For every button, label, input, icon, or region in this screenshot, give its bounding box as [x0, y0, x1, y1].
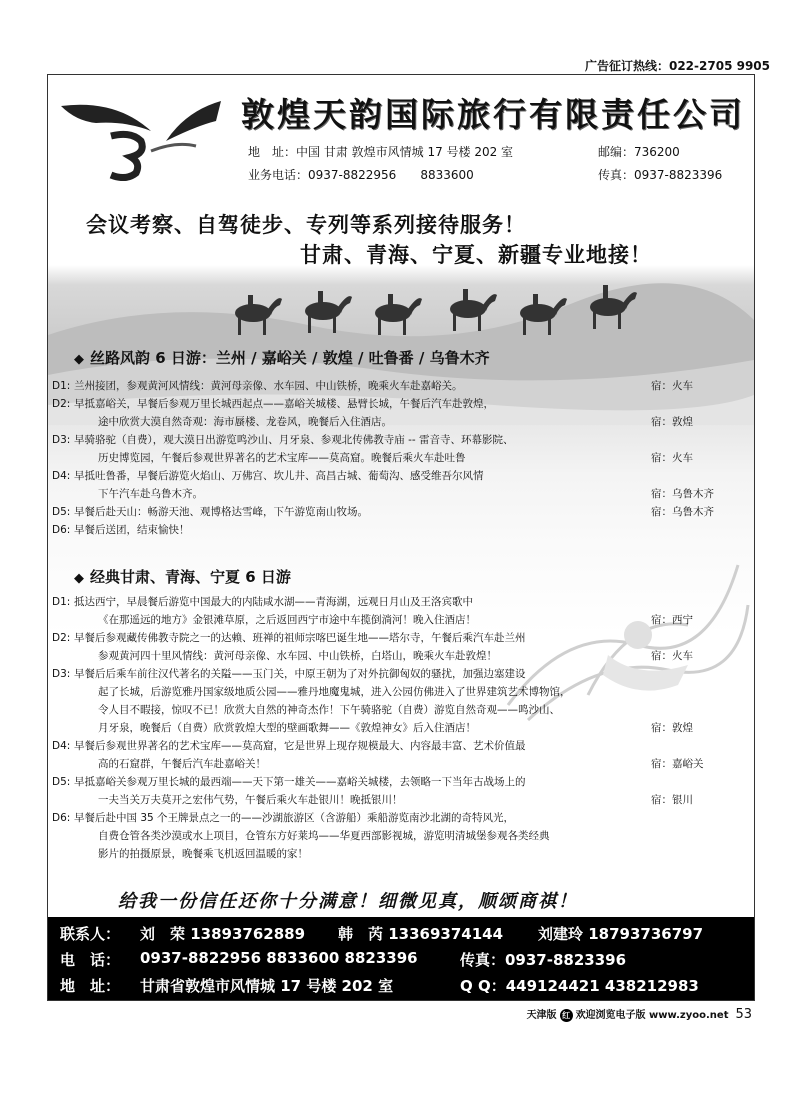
overnight-stay: 宿：火车: [651, 380, 693, 392]
overnight-stay: 宿：乌鲁木齐: [651, 506, 714, 518]
day-description: 途中欣赏大漠自然奇观：海市蜃楼、龙卷风，晚餐后入住酒店。: [98, 416, 392, 428]
itinerary-row: [48, 503, 754, 521]
overnight-stay: 宿：西宁: [651, 614, 693, 626]
itinerary-row: [48, 467, 754, 485]
day-label: D2:: [52, 632, 71, 644]
contact-person-1: 刘 荣 13893762889: [140, 925, 306, 943]
phone-label: 电 话：: [60, 951, 121, 969]
itinerary-row: [48, 737, 754, 755]
itinerary-row: [48, 413, 754, 431]
day-description: 自费仓管各类沙漠或水上项目，仓管东方好莱坞——华夏西部影视城，游览明清城堡参观各类经典: [98, 830, 550, 842]
overnight-stay: 宿：嘉峪关: [651, 758, 704, 770]
day-label: D6:: [52, 524, 71, 536]
overnight-stay: 宿：敦煌: [651, 722, 693, 734]
itinerary-row: [48, 755, 754, 773]
closing-slogan: 给我一份信任还你十分满意！细微见真，顺颂商祺！: [118, 891, 578, 912]
ad-frame: [47, 74, 755, 1001]
itinerary-row: [48, 791, 754, 809]
contact-fax: 传真：0937-8823396: [460, 951, 627, 969]
itinerary-row: [48, 683, 754, 701]
diamond-bullet-icon: ◆: [74, 571, 84, 586]
slogan-regions: 甘肃、青海、宁夏、新疆专业地接！: [300, 243, 652, 267]
day-description: 月牙泉，晚餐后（自费）欣赏敦煌大型的壁画歌舞——《敦煌神女》后入住酒店！: [98, 722, 476, 734]
tour1-itinerary: [48, 377, 754, 539]
contact-phones: 0937-8822956 8833600 8823396: [140, 949, 418, 967]
page-footer: [527, 1006, 752, 1022]
day-description: 令人目不暇接，惊叹不已！欣赏大自然的神奇杰作！下午骑骆驼（自费）游览自然奇观——鸣沙山、: [98, 704, 560, 716]
itinerary-row: [48, 845, 754, 863]
slogan-services: 会议考察、自驾徒步、专列等系列接待服务！: [86, 213, 526, 237]
day-description: 下午汽车赴乌鲁木齐。: [98, 488, 203, 500]
company-fax: 传真：0937-8823396: [598, 168, 723, 182]
contact-person-3: 刘建玲 18793736797: [538, 925, 704, 943]
camel-caravan-image: [228, 275, 648, 335]
day-description: 早骑骆驼（自费），观大漠日出游览鸣沙山、月牙泉、参观北传佛教寺庙 -- 雷音寺、环幕影院、: [74, 434, 514, 446]
overnight-stay: 宿：乌鲁木齐: [651, 488, 714, 500]
day-description: 起了长城，后游览雅丹国家级地质公园——雅丹地魔鬼城，进入公园仿佛进入了世界建筑艺术博物馆，: [98, 686, 571, 698]
contact-label: 联系人：: [60, 925, 121, 943]
contact-address: 甘肃省敦煌市风情城 17 号楼 202 室: [140, 977, 394, 995]
itinerary-row: [48, 395, 754, 413]
overnight-stay: 宿：敦煌: [651, 416, 693, 428]
day-description: 抵达西宁，早晨餐后游览中国最大的内陆咸水湖——青海湖，远观日月山及王洛宾歌中: [74, 596, 473, 608]
day-description: 早餐后赴天山：畅游天池、观博格达雪峰，下午游览南山牧场。: [74, 506, 368, 518]
overnight-stay: 宿：火车: [651, 650, 693, 662]
itinerary-row: [48, 665, 754, 683]
itinerary-row: [48, 809, 754, 827]
itinerary-row: [48, 719, 754, 737]
tour2-itinerary: [48, 593, 754, 863]
itinerary-row: [48, 647, 754, 665]
day-label: D5:: [52, 506, 71, 518]
itinerary-row: [48, 629, 754, 647]
day-label: D6:: [52, 812, 71, 824]
day-label: D1:: [52, 596, 71, 608]
itinerary-row: [48, 827, 754, 845]
contact-panel: [48, 917, 754, 1000]
day-label: D4:: [52, 740, 71, 752]
company-phone: 业务电话：0937-8822956 8833600: [248, 168, 474, 182]
day-description: 早抵嘉峪关参观万里长城的最西端——天下第一雄关——嘉峪关城楼，去领略一下当年古战场上的: [74, 776, 526, 788]
day-description: 早餐后后乘车前往汉代著名的关隘——玉门关，中原王朝为了对外抗御匈奴的骚扰，加强边塞建设: [74, 668, 526, 680]
day-label: D5:: [52, 776, 71, 788]
edition-label: 天津版: [526, 1010, 557, 1021]
day-label: D4:: [52, 470, 71, 482]
contact-qq: Q Q：449124421 438212983: [460, 977, 699, 995]
itinerary-row: [48, 701, 754, 719]
day-label: D3:: [52, 668, 71, 680]
overnight-stay: 宿：银川: [651, 794, 693, 806]
itinerary-row: [48, 431, 754, 449]
itinerary-row: [48, 485, 754, 503]
day-label: D2:: [52, 398, 71, 410]
day-description: 早餐后赴中国 35 个王牌景点之一的——沙湖旅游区（含游船）乘船游览南沙北湖的奇特风光，: [74, 812, 515, 824]
day-description: 高的石窟群，午餐后汽车赴嘉峪关！: [98, 758, 266, 770]
itinerary-row: [48, 773, 754, 791]
day-description: 早餐后参观藏传佛教寺院之一的达赖、班禅的祖师宗喀巴诞生地——塔尔寺，午餐后乘汽车赴兰州: [74, 632, 526, 644]
tour1-title-text: 丝路风韵 6 日游：兰州 / 嘉峪关 / 敦煌 / 吐鲁番 / 乌鲁木齐: [90, 349, 490, 367]
itinerary-row: [48, 449, 754, 467]
ad-hotline: 广告征订热线：022-2705 9905: [584, 59, 770, 73]
day-label: D1:: [52, 380, 71, 392]
company-postcode: 邮编：736200: [598, 145, 680, 159]
overnight-stay: 宿：火车: [651, 452, 693, 464]
contact-person-2: 韩 芮 13369374144: [338, 925, 504, 943]
day-description: 早抵吐鲁番，早餐后游览火焰山、万佛宫、坎儿井、高昌古城、葡萄沟、感受维吾尔风情: [74, 470, 484, 482]
day-description: 一夫当关万夫莫开之宏伟气势，午餐后乘火车赴银川！晚抵银川！: [98, 794, 403, 806]
day-description: 早抵嘉峪关，早餐后参观万里长城西起点——嘉峪关城楼、悬臂长城，午餐后汽车赴敦煌，: [74, 398, 494, 410]
day-description: 兰州接团，参观黄河风情线：黄河母亲像、水车园、中山铁桥，晚乘火车赴嘉峪关。: [74, 380, 463, 392]
day-description: 参观黄河四十里风情线：黄河母亲像、水车园、中山铁桥，白塔山，晚乘火车赴敦煌！: [98, 650, 497, 662]
day-description: 历史博览园，午餐后参观世界著名的艺术宝库——莫高窟。晚餐后乘火车赴吐鲁: [98, 452, 466, 464]
red-badge-icon: 红: [560, 1009, 573, 1022]
company-logo-icon: [56, 91, 226, 181]
itinerary-row: [48, 611, 754, 629]
page-number: 53: [735, 1007, 752, 1022]
tour2-title: [74, 566, 291, 587]
company-address: 地 址：中国 甘肃 敦煌市风情城 17 号楼 202 室: [248, 145, 514, 159]
itinerary-row: [48, 521, 754, 539]
tour2-title-text: 经典甘肃、青海、宁夏 6 日游: [90, 568, 291, 586]
day-description: 早餐后送团，结束愉快！: [74, 524, 190, 536]
day-description: 影片的拍摄原景，晚餐乘飞机返回温暖的家！: [98, 848, 308, 860]
itinerary-row: [48, 593, 754, 611]
diamond-bullet-icon: ◆: [74, 352, 84, 367]
day-description: 《在那遥远的地方》金银滩草原，之后返回西宁市途中车揽倒淌河！晚入住酒店！: [98, 614, 476, 626]
day-description: 早餐后参观世界著名的艺术宝库——莫高窟，它是世界上现存规模最大、内容最丰富、艺术价值最: [74, 740, 526, 752]
company-name: 敦煌天韵国际旅行有限责任公司: [241, 95, 745, 134]
day-label: D3:: [52, 434, 71, 446]
footer-tagline: 欢迎浏览电子版 www.zyoo.net: [575, 1010, 729, 1021]
tour1-title: [74, 347, 490, 368]
itinerary-row: [48, 377, 754, 395]
address-label: 地 址：: [60, 977, 121, 995]
